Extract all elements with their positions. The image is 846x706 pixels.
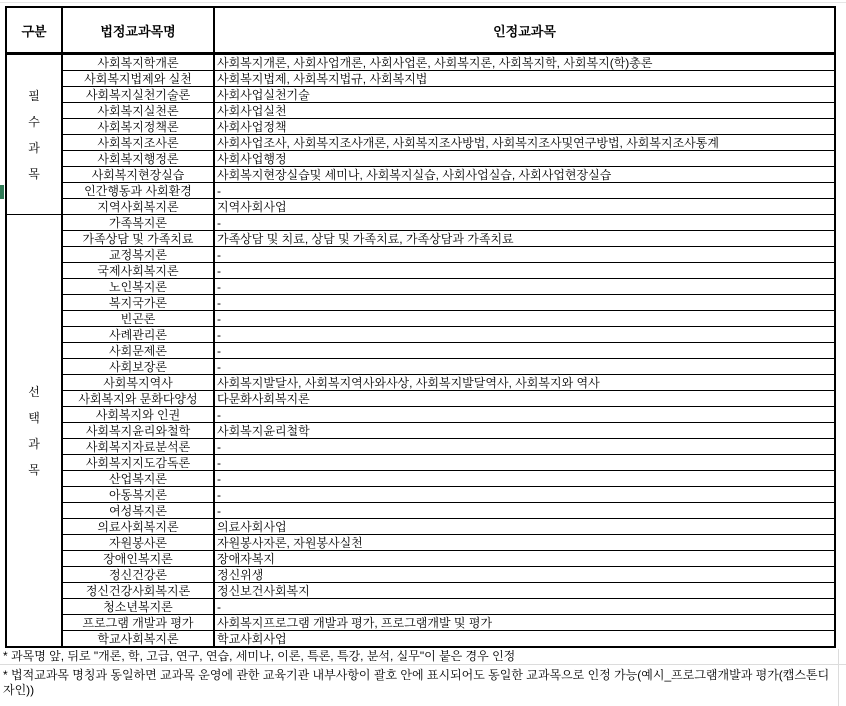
faint-top-gridline xyxy=(0,2,846,3)
recognized-course-cell: 사회복지발달사, 사회복지역사와사상, 사회복지발달역사, 사회복지와 역사 xyxy=(214,375,835,391)
legal-course-cell: 사회복지현장실습 xyxy=(62,167,214,183)
table-row xyxy=(6,631,835,648)
table-row xyxy=(6,199,835,215)
recognized-course-cell: - xyxy=(214,439,835,455)
recognized-course-cell: 사회사업정책 xyxy=(214,119,835,135)
recognized-course-cell: - xyxy=(214,215,835,231)
header-row xyxy=(6,7,835,54)
footnote-1: * 과목명 앞, 뒤로 "개론, 학, 고급, 연구, 연습, 세미나, 이론, 특론, 특강, 분석, 실무"이 붙은 경우 인정 xyxy=(3,650,516,663)
selection-artifact xyxy=(0,185,4,199)
recognized-course-cell: 사회사업조사, 사회복지조사개론, 사회복지조사방법, 사회복지조사및연구방법, 사회복지조사통계 xyxy=(214,135,835,151)
recognized-course-cell: - xyxy=(214,183,835,199)
table-row xyxy=(6,295,835,311)
table-row xyxy=(6,263,835,279)
table-row xyxy=(6,103,835,119)
recognized-course-cell: - xyxy=(214,359,835,375)
table-row xyxy=(6,455,835,471)
table-row xyxy=(6,87,835,103)
table-row xyxy=(6,311,835,327)
recognized-course-cell: - xyxy=(214,503,835,519)
legal-course-cell: 사회복지정책론 xyxy=(62,119,214,135)
category-cell-required xyxy=(6,54,62,215)
table-row xyxy=(6,503,835,519)
recognized-course-cell: - xyxy=(214,599,835,615)
legal-course-cell: 사회문제론 xyxy=(62,343,214,359)
recognized-course-cell: - xyxy=(214,247,835,263)
recognized-course-cell: - xyxy=(214,327,835,343)
table-row xyxy=(6,375,835,391)
recognized-course-cell: - xyxy=(214,407,835,423)
table-row xyxy=(6,167,835,183)
legal-course-cell: 지역사회복지론 xyxy=(62,199,214,215)
table-row xyxy=(6,135,835,151)
category-cell-elective xyxy=(6,215,62,648)
table-row xyxy=(6,343,835,359)
table-row xyxy=(6,519,835,535)
recognized-course-cell: - xyxy=(214,455,835,471)
course-table-body xyxy=(6,54,835,648)
legal-course-cell: 교정복지론 xyxy=(62,247,214,263)
recognized-course-cell: 사회복지법제, 사회복지법규, 사회복지법 xyxy=(214,71,835,87)
recognized-course-cell: - xyxy=(214,295,835,311)
recognized-course-cell: 사회복지개론, 사회사업개론, 사회사업론, 사회복지론, 사회복지학, 사회복지(학)총론 xyxy=(214,54,835,71)
legal-course-cell: 자원봉사론 xyxy=(62,535,214,551)
table-row xyxy=(6,183,835,199)
table-row xyxy=(6,423,835,439)
legal-course-cell: 노인복지론 xyxy=(62,279,214,295)
legal-course-cell: 사회복지학개론 xyxy=(62,54,214,71)
legal-course-cell: 청소년복지론 xyxy=(62,599,214,615)
legal-course-cell: 정신건강사회복지론 xyxy=(62,583,214,599)
legal-course-cell: 프로그램 개발과 평가 xyxy=(62,615,214,631)
legal-course-cell: 여성복지론 xyxy=(62,503,214,519)
table-header xyxy=(6,7,835,54)
table-row xyxy=(6,359,835,375)
recognized-course-cell: 사회복지현장실습및 세미나, 사회복지실습, 사회사업실습, 사회사업현장실습 xyxy=(214,167,835,183)
table-row xyxy=(6,551,835,567)
legal-course-cell: 사회복지자료분석론 xyxy=(62,439,214,455)
legal-course-cell: 학교사회복지론 xyxy=(62,631,214,648)
recognized-course-cell: 사회복지프로그램 개발과 평가, 프로그램개발 및 평가 xyxy=(214,615,835,631)
table-row xyxy=(6,279,835,295)
legal-course-cell: 국제사회복지론 xyxy=(62,263,214,279)
legal-course-cell: 인간행동과 사회환경 xyxy=(62,183,214,199)
table-row xyxy=(6,599,835,615)
recognized-course-cell: - xyxy=(214,279,835,295)
legal-course-cell: 가족상담 및 가족치료 xyxy=(62,231,214,247)
legal-course-cell: 사회복지지도감독론 xyxy=(62,455,214,471)
footnote-2: * 법적교과목 명칭과 동일하면 교과목 운영에 관한 교육기관 내부사항이 괄호 안에 표시되어도 동일한 교과목으로 인정 가능(예시_프로그램개발과 평가(캡스톤디자인)) xyxy=(3,668,830,697)
recognized-course-cell: 사회사업실천기술 xyxy=(214,87,835,103)
legal-course-cell: 가족복지론 xyxy=(62,215,214,231)
table-row xyxy=(6,71,835,87)
table-row xyxy=(6,247,835,263)
recognized-course-cell: 사회사업실천 xyxy=(214,103,835,119)
recognized-course-cell: 사회사업행정 xyxy=(214,151,835,167)
legal-course-cell: 사회보장론 xyxy=(62,359,214,375)
legal-course-cell: 산업복지론 xyxy=(62,471,214,487)
header-legal-course-name: 법정교과목명 xyxy=(62,7,214,54)
recognized-course-cell: - xyxy=(214,487,835,503)
legal-course-cell: 사회복지조사론 xyxy=(62,135,214,151)
recognized-course-cell: 사회복지윤리철학 xyxy=(214,423,835,439)
recognized-course-cell: 장애자복지 xyxy=(214,551,835,567)
table-row xyxy=(6,471,835,487)
legal-course-cell: 정신건강론 xyxy=(62,567,214,583)
legal-course-cell: 빈곤론 xyxy=(62,311,214,327)
table-row xyxy=(6,567,835,583)
faint-gridline-separator xyxy=(0,664,846,665)
table-row xyxy=(6,215,835,231)
recognized-course-cell: - xyxy=(214,343,835,359)
table-row xyxy=(6,231,835,247)
recognized-course-cell: 다문화사회복지론 xyxy=(214,391,835,407)
table-row xyxy=(6,54,835,71)
course-recognition-table xyxy=(5,6,836,648)
recognized-course-cell: - xyxy=(214,311,835,327)
legal-course-cell: 장애인복지론 xyxy=(62,551,214,567)
table-row xyxy=(6,535,835,551)
recognized-course-cell: 의료사회사업 xyxy=(214,519,835,535)
recognized-course-cell: 학교사회사업 xyxy=(214,631,835,648)
legal-course-cell: 사회복지역사 xyxy=(62,375,214,391)
legal-course-cell: 사회복지법제와 실천 xyxy=(62,71,214,87)
recognized-course-cell: 정신보건사회복지 xyxy=(214,583,835,599)
legal-course-cell: 사례관리론 xyxy=(62,327,214,343)
table-row xyxy=(6,407,835,423)
table-row xyxy=(6,487,835,503)
recognized-course-cell: 지역사회사업 xyxy=(214,199,835,215)
table-row xyxy=(6,391,835,407)
table-row xyxy=(6,439,835,455)
header-recognized-courses: 인정교과목 xyxy=(214,7,835,54)
legal-course-cell: 사회복지와 인권 xyxy=(62,407,214,423)
legal-course-cell: 사회복지와 문화다양성 xyxy=(62,391,214,407)
recognized-course-cell: 가족상담 및 치료, 상담 및 가족치료, 가족상담과 가족치료 xyxy=(214,231,835,247)
legal-course-cell: 사회복지행정론 xyxy=(62,151,214,167)
faint-right-gridline xyxy=(838,649,839,706)
table-row xyxy=(6,151,835,167)
legal-course-cell: 아동복지론 xyxy=(62,487,214,503)
table-row xyxy=(6,615,835,631)
legal-course-cell: 사회복지실천기술론 xyxy=(62,87,214,103)
category-vertical-label: 필 수 과 목 xyxy=(28,88,40,181)
table-row xyxy=(6,327,835,343)
table-row xyxy=(6,583,835,599)
legal-course-cell: 의료사회복지론 xyxy=(62,519,214,535)
legal-course-cell: 사회복지실천론 xyxy=(62,103,214,119)
recognized-course-cell: - xyxy=(214,263,835,279)
header-category: 구분 xyxy=(6,7,62,54)
table-row xyxy=(6,119,835,135)
recognized-course-cell: - xyxy=(214,471,835,487)
category-vertical-label: 선 택 과 목 xyxy=(28,384,40,477)
legal-course-cell: 복지국가론 xyxy=(62,295,214,311)
recognized-course-cell: 정신위생 xyxy=(214,567,835,583)
legal-course-cell: 사회복지윤리와철학 xyxy=(62,423,214,439)
recognized-course-cell: 자원봉사자론, 자원봉사실천 xyxy=(214,535,835,551)
